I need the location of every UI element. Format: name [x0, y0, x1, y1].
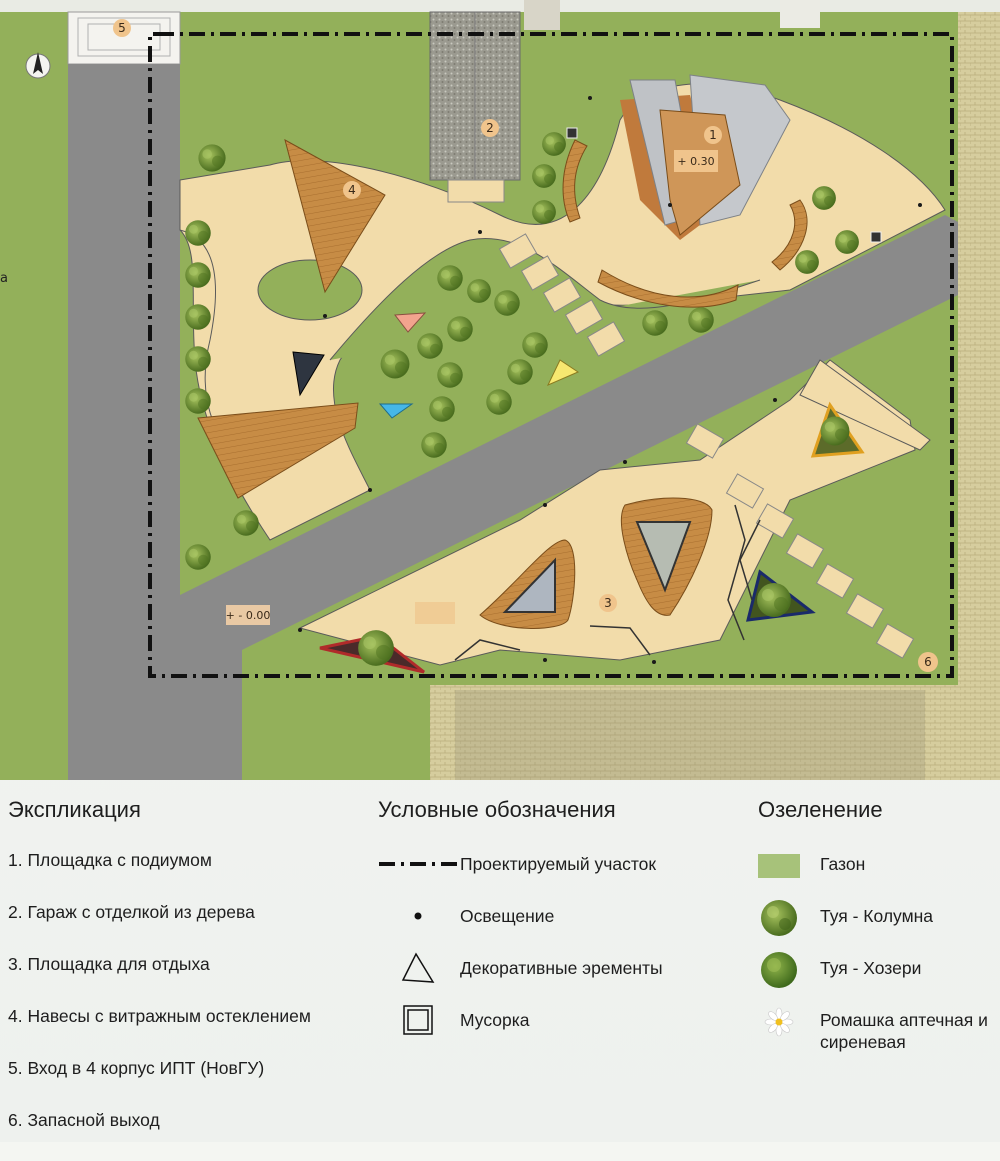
label-3: 3: [604, 596, 612, 610]
edge-text: а: [0, 271, 8, 286]
explication-title: Экспликация: [8, 797, 141, 822]
explication-item: 6. Запасной выход: [8, 1110, 160, 1130]
label-4: 4: [348, 183, 356, 197]
greenery-item: [758, 901, 1000, 953]
legend-label: Мусорка: [460, 1010, 530, 1030]
label-5: 5: [118, 21, 126, 35]
greenery-label: Газон: [820, 854, 866, 874]
double-square-icon: [378, 1005, 458, 1035]
thuja-columna-icon: [758, 901, 800, 935]
greenery-title: Озеленение: [758, 797, 883, 822]
trash-bin-1: [567, 128, 577, 138]
greenery-item: [758, 1005, 1000, 1057]
greenery-item: [758, 849, 1000, 901]
explication-item: 1. Площадка с подиумом: [8, 850, 212, 870]
brick-pavement-right: [958, 12, 1000, 702]
legend-title: Условные обозначения: [378, 797, 616, 822]
dot-icon: [378, 901, 458, 931]
label-6: 6: [924, 655, 932, 669]
greenery-label: Туя - Хозери: [820, 958, 922, 978]
greenery-item: [758, 953, 1000, 1005]
legend-label: Декоративные эременты: [460, 958, 663, 978]
legend-label: Проектируемый участок: [460, 854, 657, 874]
dash-dot-line-icon: [378, 849, 458, 879]
explication-item: 2. Гараж с отделкой из дерева: [8, 902, 255, 922]
legend-item: [378, 1005, 738, 1057]
triangle-icon: [378, 953, 458, 983]
explication-item: 5. Вход в 4 корпус ИПТ (НовГУ): [8, 1058, 265, 1078]
greenery-label: Ромашка аптечная и сиреневая: [820, 1010, 988, 1052]
trash-bin-2: [871, 232, 881, 242]
label-1: 1: [709, 128, 717, 142]
lawn-swatch-icon: [758, 849, 800, 883]
top-strip: [0, 0, 1000, 12]
chamomile-icon: [758, 1005, 800, 1039]
greenery-label: Туя - Колумна: [820, 906, 934, 926]
elevation-zero: + - 0.00: [225, 609, 271, 622]
greenery-panel: [758, 795, 1000, 1057]
lawn-oval: [258, 260, 362, 320]
legend-panel: [378, 795, 738, 1057]
legend-item: [378, 953, 738, 1005]
thuja-hosery-icon: [758, 953, 800, 987]
explication-item: 3. Площадка для отдыха: [8, 954, 210, 974]
elevation-podium: + 0.30: [677, 155, 715, 168]
explication-panel: [8, 795, 368, 1161]
label-2: 2: [486, 121, 494, 135]
legend-item: [378, 849, 738, 901]
legend-label: Освещение: [460, 906, 555, 926]
legend-item: [378, 901, 738, 953]
road-vertical: [68, 64, 180, 780]
explication-item: 4. Навесы с витражным остеклением: [8, 1006, 311, 1026]
